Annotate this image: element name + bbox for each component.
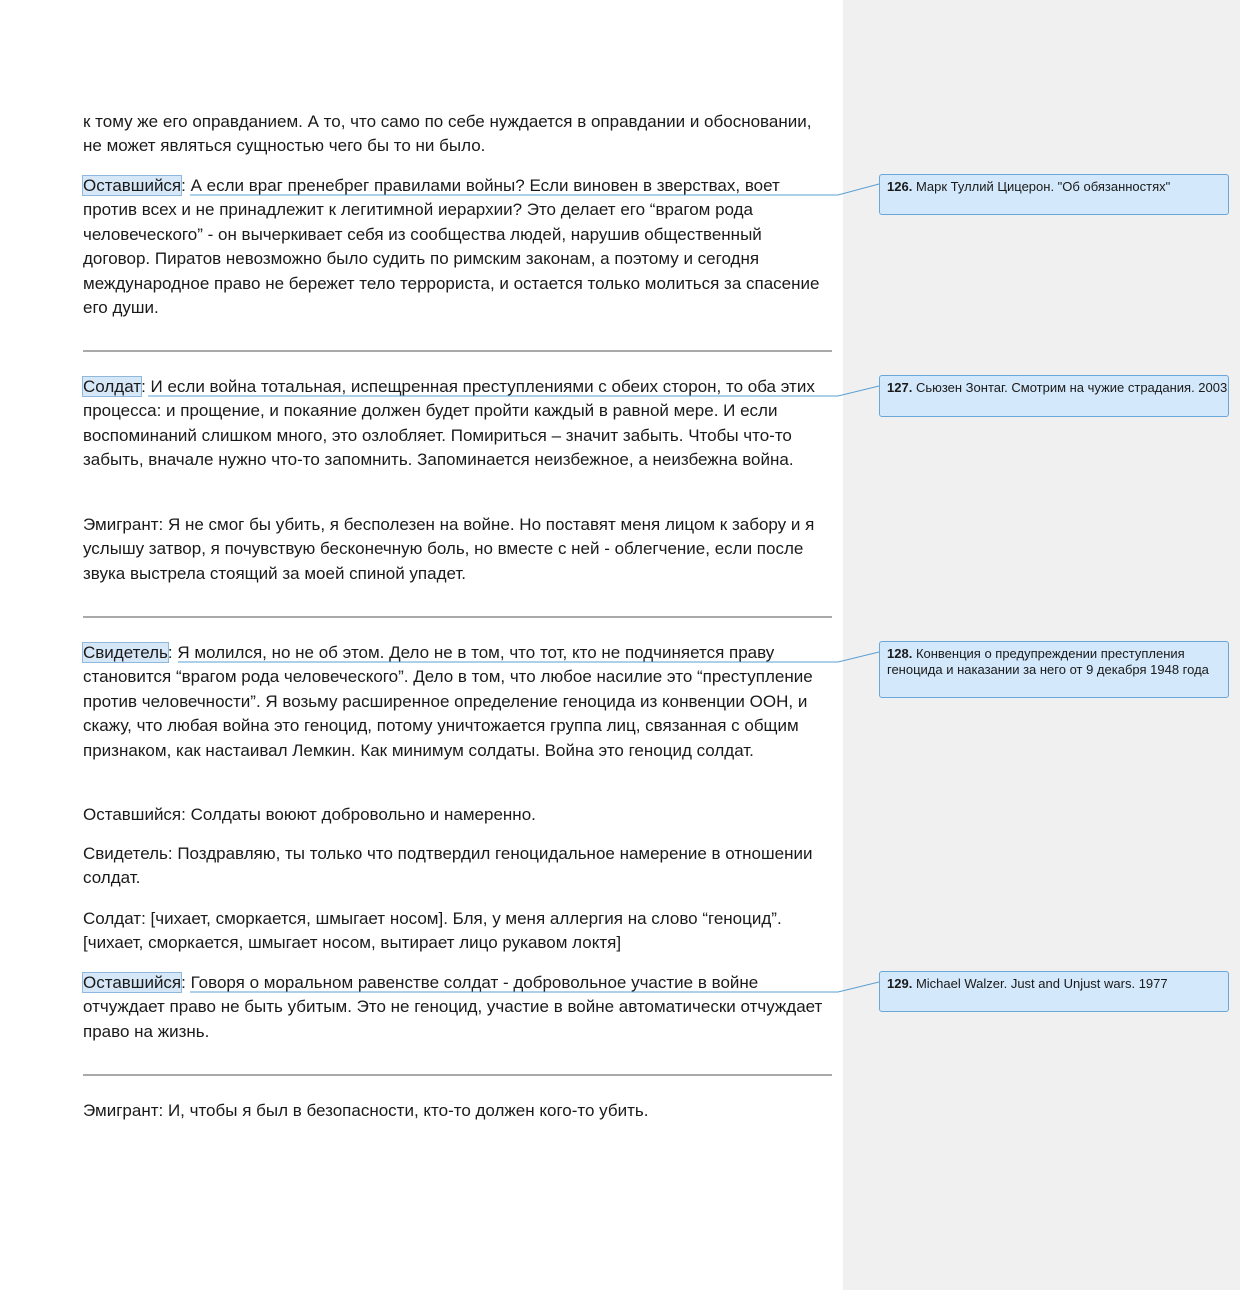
comment-text: Марк Туллий Цицерон. "Об обязанностях" — [915, 179, 1171, 194]
paragraph-text: : И если война тотальная, испещренная преступлениями с обеих сторон, то оба этих процесса: и прощение, и покаяние должен будет пройти каждый в равной мере. И если воспоминаний слишком много, это озлобляет. Помириться – значит забыть. Чтобы что-то забыть, вначале нужно что-то запомнить. Запоминается неизбежное, а неизбежна война. — [83, 377, 815, 470]
comment-highlight-128[interactable]: Свидетель — [83, 643, 168, 662]
section-divider — [83, 350, 832, 352]
comment-128[interactable] — [879, 641, 1229, 698]
paragraph-text: : Я молился, но не об этом. Дело не в том, что тот, кто не подчиняется праву становится “врагом рода человеческого”. Дело в том, что любое насилие это “преступление против человечности”. Я возьму расширенное определение геноцида из конвенции ООН, и скажу, что любая война это геноцид, потому уничтожается группа лиц, связанная с общим признаком, как настаивал Лемкин. Как минимум солдаты. Война это геноцид солдат. — [83, 643, 813, 760]
section-divider — [83, 616, 832, 618]
paragraph-text: : Говоря о моральном равенстве солдат - добровольное участие в войне отчуждает право не быть убитым. Это не геноцид, участие в войне автоматически отчуждает право на жизнь. — [83, 973, 823, 1041]
paragraph — [83, 375, 828, 473]
comment-text: Конвенция о предупреждении преступления геноцида и наказании за него от 9 декабря 1948 года — [887, 646, 1209, 677]
comment-text: Michael Walzer. Just and Unjust wars. 1977 — [915, 976, 1168, 991]
paragraph — [83, 174, 828, 320]
paragraph — [83, 513, 828, 586]
comment-number: 127. — [887, 380, 913, 395]
paragraph — [83, 1099, 828, 1123]
paragraph — [83, 842, 828, 891]
paragraph-text: Эмигрант: И, чтобы я был в безопасности, кто-то должен кого-то убить. — [83, 1101, 649, 1120]
paragraph — [83, 907, 828, 956]
paragraph-text: Свидетель: Поздравляю, ты только что подтвердил геноцидальное намерение в отношении солдат. — [83, 844, 813, 888]
section-divider — [83, 1074, 832, 1076]
paragraph-text: : А если враг пренебрег правилами войны? Если виновен в зверствах, воет против всех и не принадлежит к легитимной иерархии? Это делает его “врагом рода человеческого” - он вычеркивает себя из сообщества людей, нарушив общественный договор. Пиратов невозможно было судить по римским законам, а поэтому и сегодня международное право не бережет тело террориста, и остается только молиться за спасение его души. — [83, 176, 820, 318]
paragraph-text: Солдат: [чихает, сморкается, шмыгает носом]. Бля, у меня аллергия на слово “геноцид”. [чихает, сморкается, шмыгает носом, вытирает лицо рукавом локтя] — [83, 909, 782, 953]
comment-highlight-126[interactable]: Оставшийся — [83, 176, 182, 195]
comment-highlight-129[interactable]: Оставшийся — [83, 973, 182, 992]
paragraph — [83, 110, 828, 159]
comment-highlight-127[interactable]: Солдат — [83, 377, 142, 396]
paragraph-text: к тому же его оправданием. А то, что само по себе нуждается в оправдании и обосновании, не может являться сущностью чего бы то ни было. — [83, 112, 812, 156]
comment-126[interactable] — [879, 174, 1229, 215]
comment-number: 128. — [887, 646, 913, 661]
paragraph-text: Оставшийся: Солдаты воюют добровольно и намеренно. — [83, 805, 536, 824]
comment-127[interactable] — [879, 375, 1229, 417]
paragraph — [83, 971, 828, 1044]
paragraph — [83, 803, 828, 827]
comment-text: Сьюзен Зонтаг. Смотрим на чужие страдания. 2003 — [915, 380, 1228, 395]
paragraph — [83, 641, 828, 763]
comment-number: 129. — [887, 976, 913, 991]
comment-number: 126. — [887, 179, 913, 194]
paragraph-text: Эмигрант: Я не смог бы убить, я бесполезен на войне. Но поставят меня лицом к забору и я услышу затвор, я почувствую бесконечную боль, но вместе с ней - облегчение, если после звука выстрела стоящий за моей спиной упадет. — [83, 515, 815, 583]
comment-129[interactable] — [879, 971, 1229, 1012]
